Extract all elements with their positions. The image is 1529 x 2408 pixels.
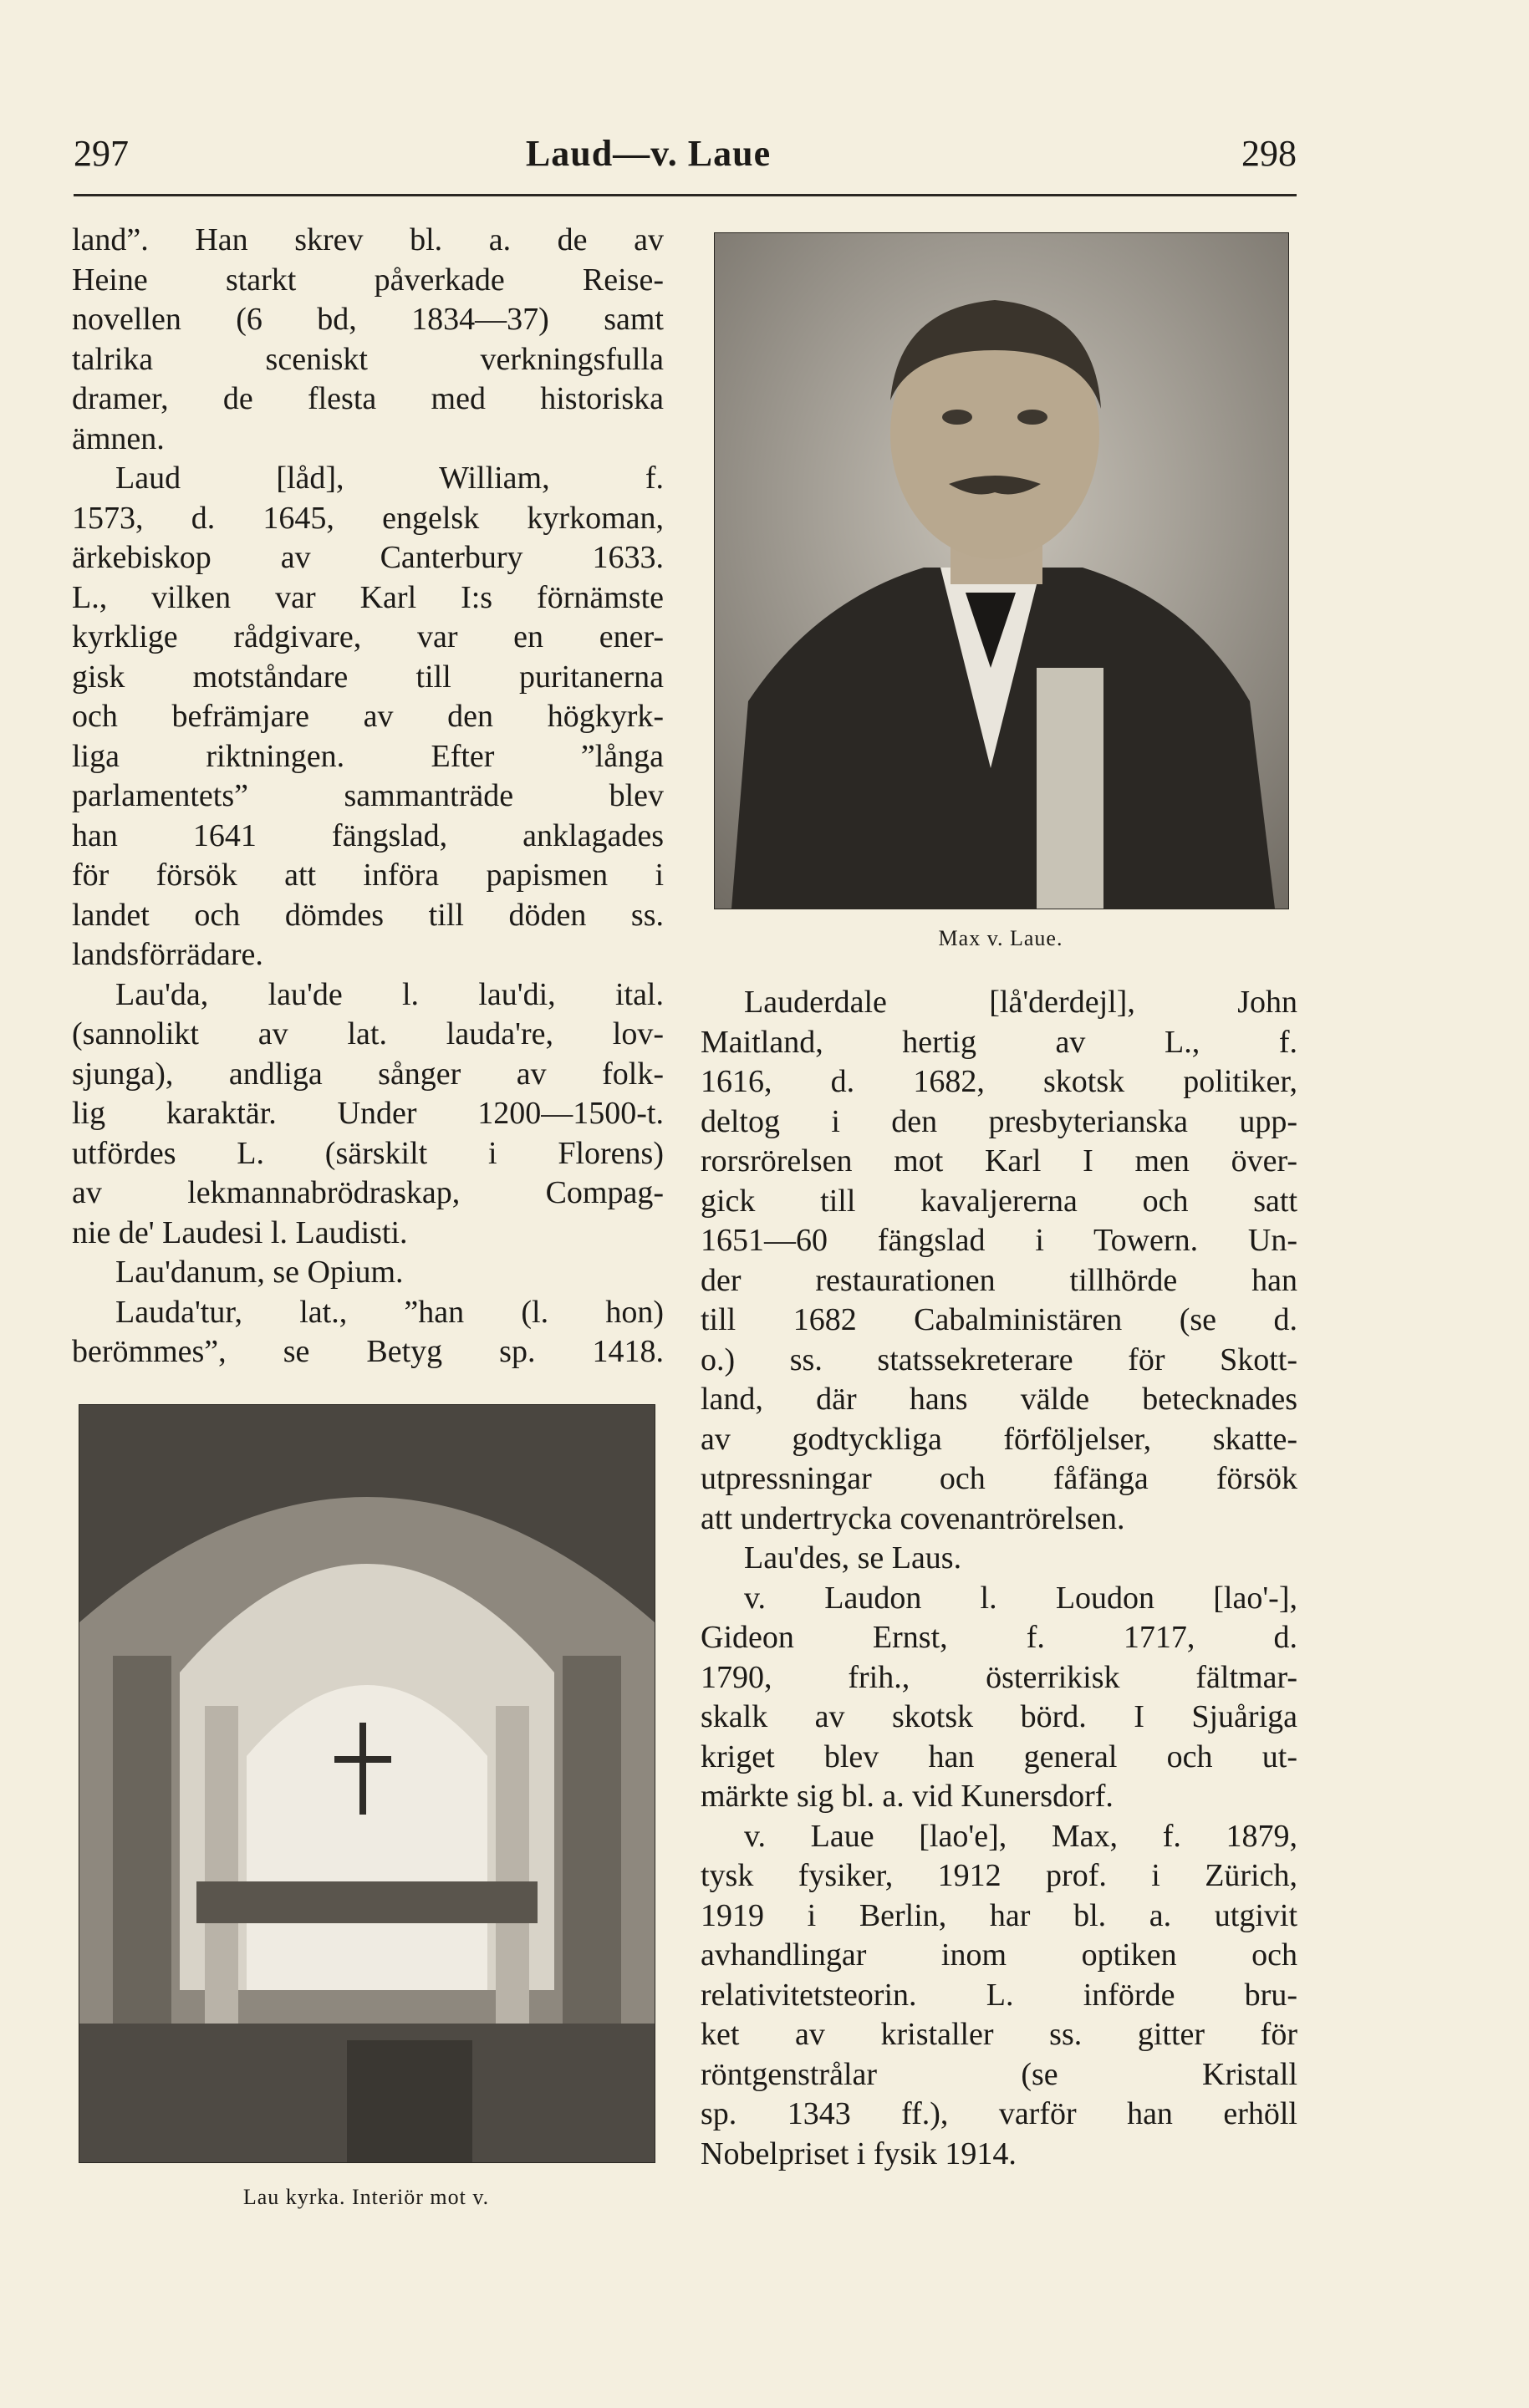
text-line: skalk av skotsk börd. I Sjuåriga [701, 1699, 1297, 1734]
text-line: talrika sceniskt verkningsfulla [72, 341, 664, 377]
entry-heading-laue: v. Laue [lao'e], Max, f. 1879, [744, 1818, 1297, 1854]
text-line: ket av kristaller ss. gitter för [701, 2017, 1297, 2052]
portrait-illustration [715, 233, 1288, 909]
text-line: röntgenstrålar (se Kristall [701, 2056, 1297, 2092]
text-line: lig karaktär. Under 1200—1500-t. [72, 1096, 664, 1131]
text-line: av lekmannabrödraskap, Compag- [72, 1175, 664, 1210]
text-line: landsförrädare. [72, 937, 263, 972]
text-line: dramer, de flesta med historiska [72, 381, 664, 416]
text-line: till 1682 Cabalministären (se d. [701, 1302, 1297, 1337]
text-line: han 1641 fängslad, anklagades [72, 817, 664, 853]
text-line: 1573, d. 1645, engelsk kyrkoman, [72, 500, 664, 536]
right-column [701, 983, 1297, 2174]
text-line: rorsrörelsen mot Karl I men över- [701, 1143, 1297, 1179]
text-line: land, där hans välde betecknades [701, 1382, 1297, 1417]
text-line: Heine starkt påverkade Reise- [72, 262, 664, 298]
text-line: av godtyckliga förföljelser, skatte- [701, 1421, 1297, 1457]
text-line: liga riktningen. Efter ”långa [72, 738, 664, 774]
text-line: 1790, frih., österrikisk fältmar- [701, 1659, 1297, 1695]
text-line: utfördes L. (särskilt i Florens) [72, 1135, 664, 1171]
text-line: deltog i den presbyterianska upp- [701, 1103, 1297, 1139]
text-line: utpressningar och fåfänga försök [701, 1461, 1297, 1496]
text-line: Maitland, hertig av L., f. [701, 1024, 1297, 1060]
text-line: landet och dömdes till döden ss. [72, 897, 664, 933]
text-line: Gideon Ernst, f. 1717, d. [701, 1620, 1297, 1655]
entry-heading-laudanum: Lau'danum, se Opium. [115, 1255, 404, 1290]
running-head: Laud—v. Laue [525, 133, 772, 174]
entry-heading-lauderdale: Lauderdale [lå'derdejl], John [744, 985, 1297, 1020]
entry-heading-laudes: Lau'des, se Laus. [744, 1540, 962, 1576]
text-line: parlamentets” sammanträde blev [72, 778, 664, 813]
text-line: berömmes”, se Betyg sp. 1418. [72, 1334, 664, 1369]
portrait-photo [714, 232, 1289, 909]
text-line: tysk fysiker, 1912 prof. i Zürich, [701, 1858, 1297, 1893]
text-line: att undertrycka covenantrörelsen. [701, 1500, 1125, 1536]
entry-heading-lauda: Lau'da, lau'de l. lau'di, ital. [115, 976, 664, 1012]
text-line: ärkebiskop av Canterbury 1633. [72, 540, 664, 575]
church-illustration [79, 1405, 655, 2162]
header-rule [74, 194, 1297, 196]
entry-heading-laudatur: Lauda'tur, lat., ”han (l. hon) [115, 1294, 664, 1330]
text-line: och befrämjare av den högkyrk- [72, 699, 664, 734]
text-line: för försök att införa papismen i [72, 858, 664, 893]
text-line: kriget blev han general och ut- [701, 1739, 1297, 1774]
text-line: sjunga), andliga sånger av folk- [72, 1056, 664, 1092]
text-line: gick till kavaljererna och satt [701, 1183, 1297, 1219]
text-line: land”. Han skrev bl. a. de av [72, 222, 664, 257]
text-line: gisk motståndare till puritanerna [72, 659, 664, 695]
text-line: o.) ss. statssekreterare för Skott- [701, 1341, 1297, 1377]
text-line: L., vilken var Karl I:s förnämste [72, 579, 664, 615]
text-line: der restaurationen tillhörde han [701, 1262, 1297, 1298]
text-line: ämnen. [72, 420, 165, 456]
church-caption: Lau kyrka. Interiör mot v. [242, 2185, 490, 2209]
portrait-caption: Max v. Laue. [938, 926, 1063, 950]
text-line: märkte sig bl. a. vid Kunersdorf. [701, 1779, 1114, 1814]
text-line: sp. 1343 ff.), varför han erhöll [701, 2096, 1297, 2131]
page-number-left: 297 [74, 133, 129, 174]
text-line: relativitetsteorin. L. införde bru- [701, 1977, 1297, 2013]
entry-heading-laudon: v. Laudon l. Loudon [lao'-], [744, 1580, 1297, 1616]
text-line: 1919 i Berlin, har bl. a. utgivit [701, 1897, 1297, 1933]
text-line: 1616, d. 1682, skotsk politiker, [701, 1064, 1297, 1099]
text-line: nie de' Laudesi l. Laudisti. [72, 1214, 408, 1250]
text-line: 1651—60 fängslad i Towern. Un- [701, 1223, 1297, 1258]
left-column [72, 221, 664, 1372]
text-line: Nobelpriset i fysik 1914. [701, 2136, 1017, 2171]
church-interior-photo [79, 1404, 655, 2163]
text-line: kyrklige rådgivare, var en ener- [72, 619, 664, 654]
text-line: (sannolikt av lat. lauda're, lov- [72, 1016, 664, 1051]
text-line: avhandlingar inom optiken och [701, 1937, 1297, 1973]
text-line: novellen (6 bd, 1834—37) samt [72, 302, 664, 337]
page-number-right: 298 [1241, 133, 1297, 174]
entry-heading-laud: Laud [låd], William, f. [115, 461, 664, 496]
